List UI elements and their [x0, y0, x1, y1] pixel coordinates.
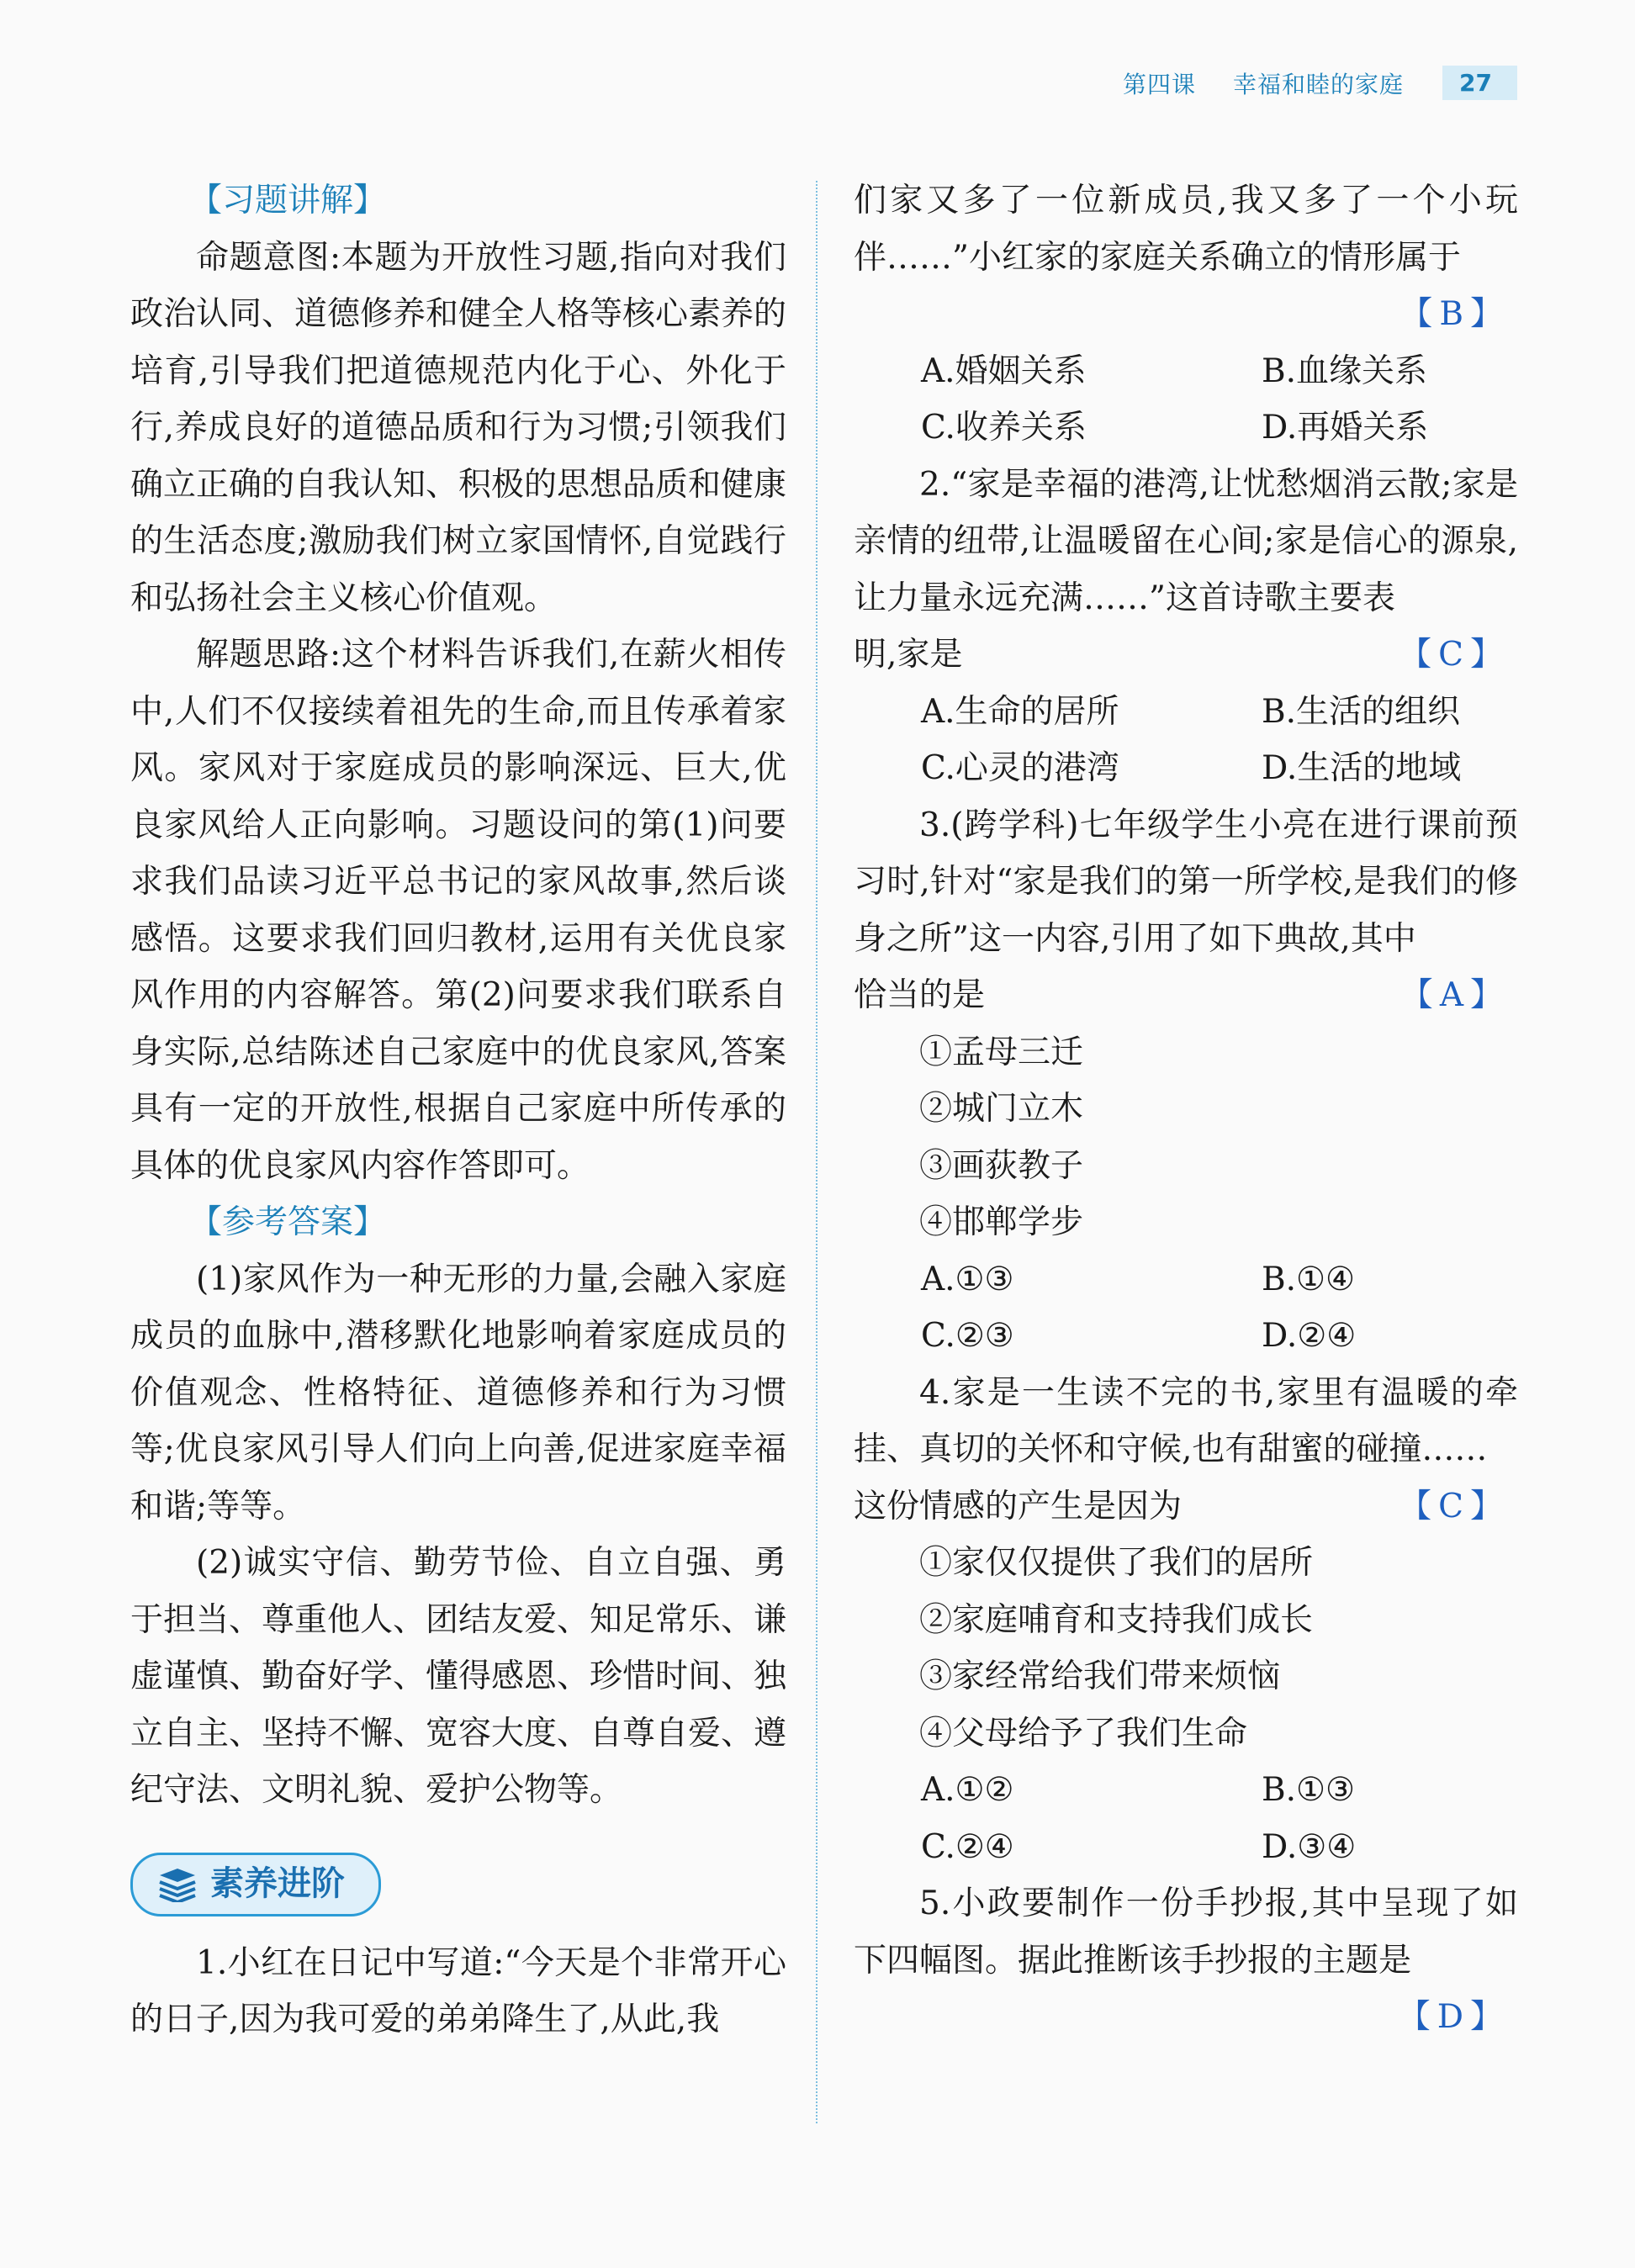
answer-2: (2)诚实守信、勤劳节俭、自立自强、勇于担当、尊重他人、团结友爱、知足常乐、谦虚谨慎、勤奋好学、懂得感恩、珍惜时间、独立自主、坚持不懈、宽容大度、自尊自爱、遵纪守法、文明礼貌、爱护公物等。 — [130, 1544, 787, 1809]
option: B.①④ — [1262, 1260, 1355, 1298]
question-1-start: 1.小红在日记中写道:“今天是个非常开心的日子,因为我可爱的弟弟降生了,从此,我 — [130, 1943, 786, 2038]
answer-heading: 【参考答案】 — [189, 1203, 387, 1241]
question-2-options-row-2 — [854, 740, 1518, 797]
question-4-options-row-2 — [854, 1819, 1518, 1876]
list-item: ③家经常给我们带来烦恼 — [919, 1657, 1281, 1695]
option: D.②④ — [1262, 1317, 1357, 1355]
question-4-answer: 【C】 — [1399, 1487, 1510, 1525]
question-4-options-row-1 — [854, 1762, 1518, 1819]
option: C.②③ — [921, 1317, 1014, 1355]
column-divider — [816, 181, 818, 2123]
option: A.婚姻关系 — [921, 352, 1087, 390]
question-2-answer-line — [854, 626, 1518, 684]
option: B.生活的组织 — [1262, 692, 1461, 731]
list-item: ③画荻教子 — [919, 1146, 1084, 1185]
question-3-last: 恰当的是 — [854, 976, 986, 1014]
exercise-heading: 【习题讲解】 — [189, 182, 387, 219]
question-3-options-row-2 — [854, 1308, 1518, 1365]
option: C.收养关系 — [921, 409, 1087, 447]
list-item: ①孟母三迁 — [919, 1033, 1084, 1071]
list-item: ④父母给予了我们生命 — [919, 1714, 1248, 1753]
question-2-options-row-1 — [854, 684, 1518, 741]
approach-paragraph: 解题思路:这个材料告诉我们,在薪火相传中,人们不仅接续着祖先的生命,而且传承着家风。家风对于家庭成员的影响深远、巨大,优良家风给人正向影响。习题设问的第(1)问要求我们品读习近平总书记的家风故事,然后谈感悟。这要求我们回归教材,运用有关优良家风作用的内容解答。第(2)问要求我们联系自身实际,总结陈述自己家庭中的优良家风,答案具有一定的开放性,根据自己家庭中所传承的具体的优良家风内容作答即可。 — [130, 636, 786, 1185]
question-1-cont: 们家又多了一位新成员,我又多了一个小玩伴……”小红家的家庭关系确立的情形属于 — [854, 182, 1518, 277]
list-item: ②城门立木 — [919, 1090, 1084, 1128]
option: B.血缘关系 — [1262, 352, 1428, 390]
question-1-answer: 【B】 — [1400, 295, 1510, 333]
question-3-answer-line — [854, 967, 1518, 1024]
list-item: ④邯郸学步 — [919, 1203, 1084, 1241]
list-item: ①家仅仅提供了我们的居所 — [919, 1544, 1314, 1582]
books-icon — [156, 1867, 198, 1902]
option: D.再婚关系 — [1262, 409, 1429, 447]
question-1-options-row-2 — [854, 399, 1518, 457]
question-1-answer-line — [854, 286, 1518, 343]
option: B.①③ — [1262, 1771, 1355, 1809]
question-4-items — [854, 1535, 1518, 1762]
option: C.②④ — [921, 1827, 1014, 1866]
question-5-answer-line — [854, 1989, 1518, 2046]
option: A.生命的居所 — [921, 692, 1119, 731]
lesson-title: 幸福和睦的家庭 — [1233, 70, 1405, 98]
question-1-options-row-1 — [854, 343, 1518, 400]
option: A.①② — [921, 1771, 1014, 1809]
question-3-answer: 【A】 — [1400, 976, 1510, 1014]
answer-letter: D — [1437, 1998, 1470, 2036]
answer-letter: C — [1438, 1487, 1470, 1525]
answer-letter: B — [1439, 295, 1470, 333]
section-badge-label: 素养进阶 — [210, 1864, 345, 1903]
question-3-options-row-1 — [854, 1251, 1518, 1308]
question-4-answer-line — [854, 1478, 1518, 1536]
answer-letter: C — [1438, 636, 1470, 674]
question-2: 2.“家是幸福的港湾,让忧愁烟消云散;家是亲情的纽带,让温暖留在心间;家是信心的源泉,让力量永远充满……”这首诗歌主要表 — [854, 465, 1518, 617]
option: D.③④ — [1262, 1827, 1357, 1866]
page-header — [1123, 66, 1517, 100]
option: D.生活的地域 — [1262, 749, 1462, 787]
answer-letter: A — [1439, 976, 1470, 1014]
option: A.①③ — [921, 1260, 1014, 1298]
list-item: ②家庭哺育和支持我们成长 — [919, 1600, 1314, 1639]
intent-paragraph: 命题意图:本题为开放性习题,指向对我们政治认同、道德修养和健全人格等核心素养的培育,引导我们把道德规范内化于心、外化于行,养成良好的道德品质和行为习惯;引领我们确立正确的自我认知、积极的思想品质和健康的生活态度;激励我们树立家国情怀,自觉践行和弘扬社会主义核心价值观。 — [130, 238, 787, 617]
question-5: 5.小政要制作一份手抄报,其中呈现了如下四幅图。据此推断该手抄报的主题是 — [854, 1885, 1518, 1980]
left-column — [130, 172, 786, 2049]
question-5-answer: 【D】 — [1397, 1998, 1510, 2036]
question-2-last: 明,家是 — [854, 636, 963, 674]
right-column — [854, 172, 1518, 2046]
answer-1: (1)家风作为一种无形的力量,会融入家庭成员的血脉中,潜移默化地影响着家庭成员的价值观念、性格特征、道德修养和行为习惯等;优良家风引导人们向上向善,促进家庭幸福和谐;等等。 — [130, 1260, 786, 1525]
question-3-items — [854, 1024, 1518, 1251]
section-badge — [130, 1853, 381, 1916]
lesson-label: 第四课 — [1123, 70, 1197, 98]
question-3: 3.(跨学科)七年级学生小亮在进行课前预习时,针对“家是我们的第一所学校,是我们的修身之所”这一内容,引用了如下典故,其中 — [854, 806, 1518, 958]
question-4-last: 这份情感的产生是因为 — [854, 1487, 1183, 1525]
question-2-answer: 【C】 — [1399, 636, 1510, 674]
question-4: 4.家是一生读不完的书,家里有温暖的牵挂、真切的关怀和守候,也有甜蜜的碰撞…… — [854, 1373, 1518, 1468]
page-number: 27 — [1442, 66, 1517, 100]
option: C.心灵的港湾 — [921, 749, 1119, 787]
